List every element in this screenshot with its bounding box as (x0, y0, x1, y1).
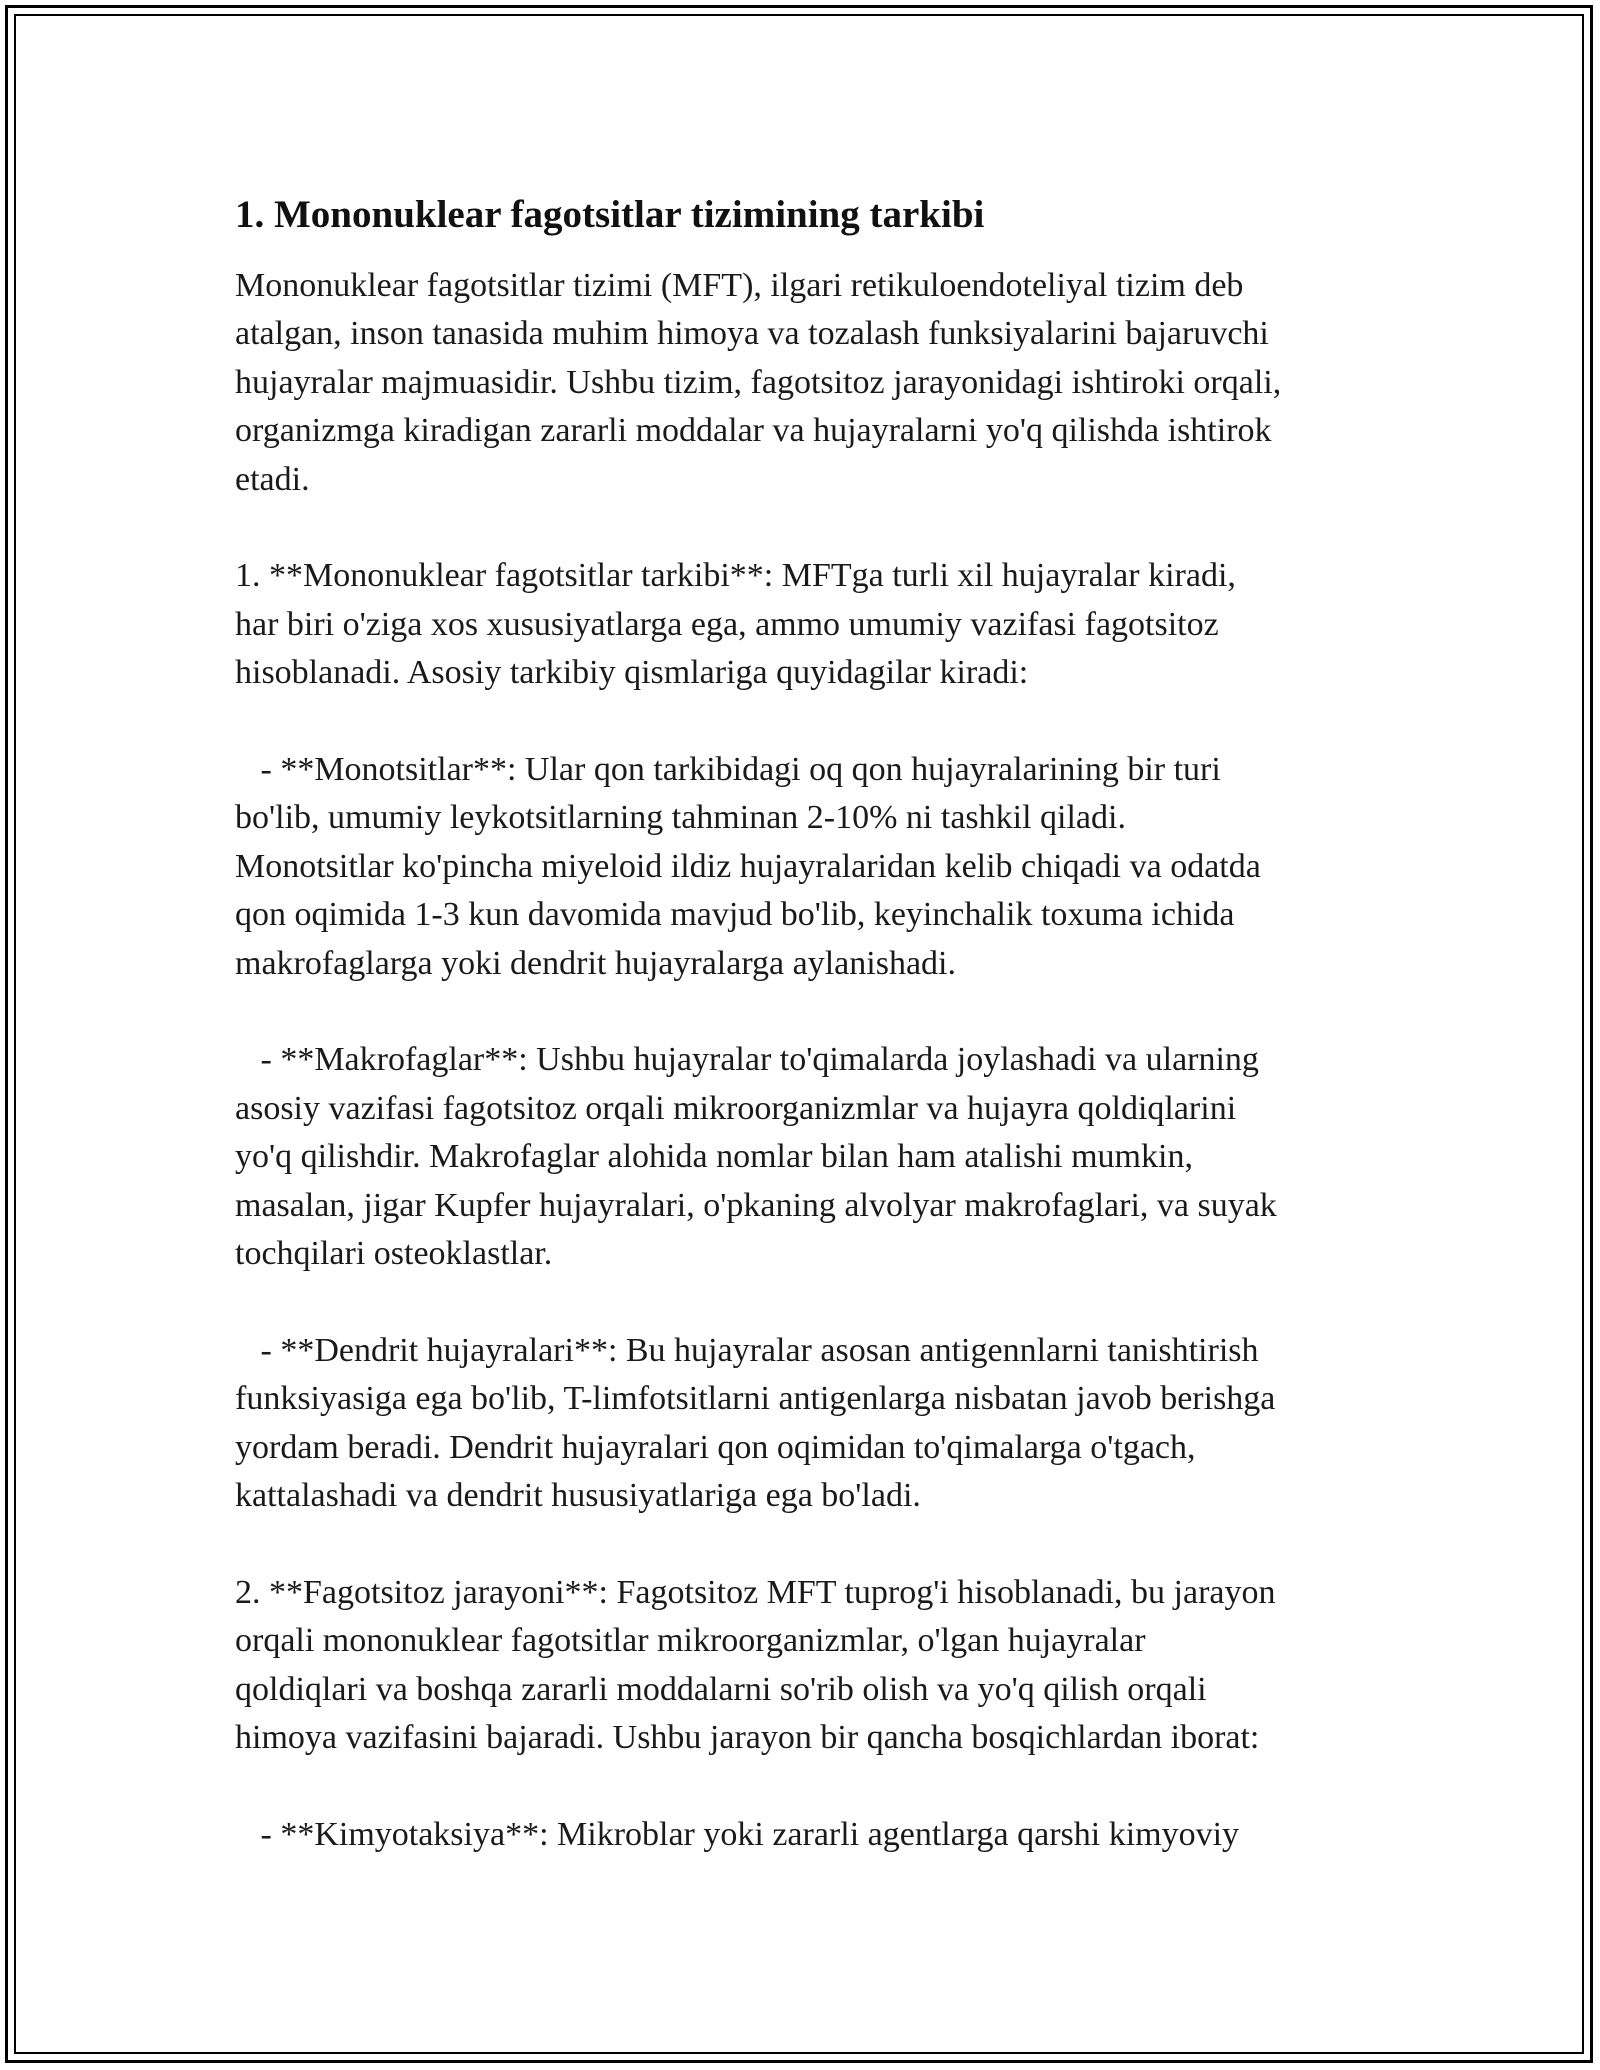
document-body (235, 186, 1385, 1859)
chemotaxis-paragraph: - **Kimyotaksiya**: Mikroblar yoki zararli agentlarga qarshi kimyoviy (235, 1815, 1240, 1853)
paragraph-gap (235, 1521, 1385, 1569)
paragraph-gap (235, 988, 1385, 1036)
monocytes-paragraph: - **Monotsitlar**: Ular qon tarkibidagi oq qon hujayralarining bir turi bo'lib, umumiy leykotsitlarning tahminan 2-10% ni tashkil qiladi. Monotsitlar ko'pincha miyeloid ildiz hujayralaridan kelib chiqadi va odatda qon oqimida 1-3 kun davomida mavjud bo'lib, keyinchalik toxuma ichida makrofaglarga yoki dendrit hujayralarga aylanishadi. (235, 751, 1261, 982)
intro-paragraph: Mononuklear fagotsitlar tizimi (MFT), ilgari retikuloendoteliyal tizim deb atalgan, inson tanasida muhim himoya va tozalash funksiyalarini bajaruvchi hujayralar majmuasidir. Ushbu tizim, fagotsitoz jarayonidagi ishtiroki orqali, organizmga kiradigan zararli moddalar va hujayralarni yo'q qilishda ishtirok etadi. (235, 267, 1282, 498)
paragraph-gap (235, 1763, 1385, 1811)
paragraph-gap (235, 698, 1385, 746)
paragraph-gap (235, 1278, 1385, 1326)
dendritic-cells-paragraph: - **Dendrit hujayralari**: Bu hujayralar asosan antigennlarni tanishtirish funksiyasiga ega bo'lib, T-limfotsitlarni antigenlarga nisbatan javob berishga yordam beradi. Dendrit hujayralari qon oqimidan to'qimalarga o'tgach, kattalashadi va dendrit hususiyatlariga ega bo'ladi. (235, 1331, 1276, 1515)
phagocytosis-paragraph: 2. **Fagotsitoz jarayoni**: Fagotsitoz MFT tuprog'i hisoblanadi, bu jarayon orqali mononuklear fagotsitlar mikroorganizmlar, o'lgan hujayralar qoldiqlari va boshqa zararli moddalarni so'rib olish va yo'q qilish orqali himoya vazifasini bajaradi. Ushbu jarayon bir qancha bosqichlardan iborat: (235, 1573, 1276, 1757)
composition-paragraph: 1. **Mononuklear fagotsitlar tarkibi**: MFTga turli xil hujayralar kiradi, har biri o'ziga xos xususiyatlarga ega, ammo umumiy vazifasi fagotsitoz hisoblanadi. Asosiy tarkibiy qismlariga quyidagilar kiradi: (235, 557, 1236, 692)
macrophages-paragraph: - **Makrofaglar**: Ushbu hujayralar to'qimalarda joylashadi va ularning asosiy vazifasi fagotsitoz orqali mikroorganizmlar va hujayra qoldiqlarini yo'q qilishdir. Makrofaglar alohida nomlar bilan ham atalishi mumkin, masalan, jigar Kupfer hujayralari, o'pkaning alvolyar makrofaglari, va suyak tochqilari osteoklastlar. (235, 1041, 1277, 1273)
paragraph-gap (235, 504, 1385, 552)
section-heading: 1. Mononuklear fagotsitlar tizimining tarkibi (235, 193, 985, 236)
